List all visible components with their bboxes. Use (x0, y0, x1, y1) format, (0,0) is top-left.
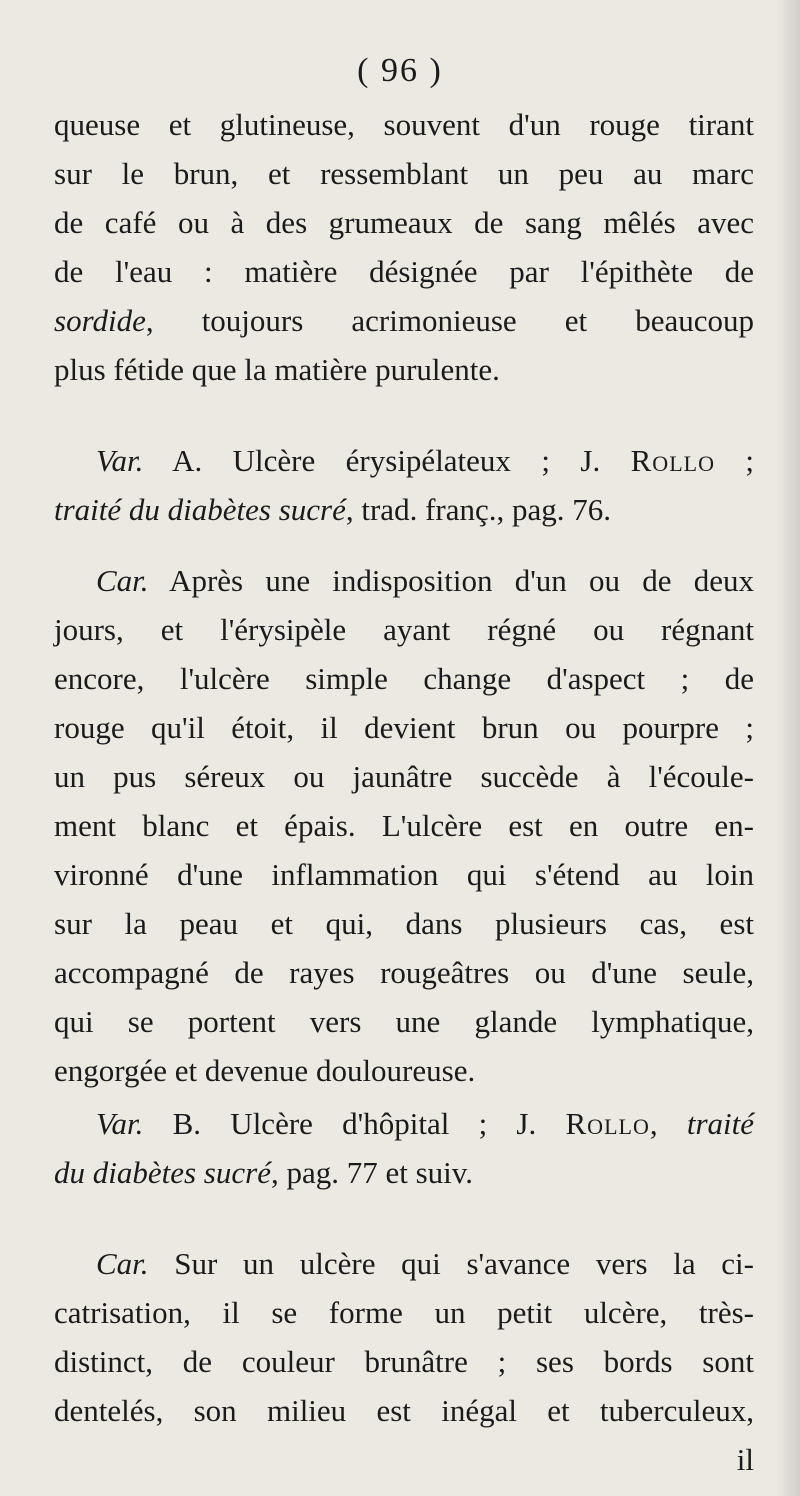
text-line: un pus séreux ou jaunâtre succède à l'écoule- (54, 759, 754, 794)
text-line: encore, l'ulcère simple change d'aspect ; de (54, 661, 754, 696)
author-name: Rollo (630, 443, 715, 478)
text-run: B. Ulcère d'hôpital ; J. (143, 1106, 566, 1141)
catchword: il (736, 1442, 754, 1477)
car-label: Car. (96, 563, 149, 598)
text-line: sur la peau et qui, dans plusieurs cas, est (54, 906, 754, 941)
text-run: A. Ulcère érysipélateux ; J. (143, 443, 631, 478)
text-run: , (649, 1106, 687, 1141)
text-line (54, 1148, 754, 1197)
page-number: ( 96 ) (357, 52, 443, 89)
text-line: jours, et l'érysipèle ayant régné ou régnant (54, 612, 754, 647)
text-line: ment blanc et épais. L'ulcère est en outre en- (54, 808, 754, 843)
text-line (54, 485, 754, 534)
text-run: ; (714, 443, 754, 478)
text-line: dentelés, son milieu est inégal et tuberculeux, (54, 1393, 754, 1428)
var-label: Var. (96, 443, 144, 478)
text-run: Sur un ulcère qui s'avance vers la ci- (148, 1246, 754, 1281)
book-title: traité du diabètes sucré (54, 492, 346, 527)
text-line (54, 296, 754, 345)
italic-term: sordide (54, 303, 146, 338)
text-line: sur le brun, et ressemblant un peu au marc (54, 156, 754, 191)
text-line: queuse et glutineuse, souvent d'un rouge tirant (54, 107, 754, 142)
text-line: engorgée et devenue douloureuse. (54, 1053, 476, 1088)
text-line: de café ou à des grumeaux de sang mêlés avec (54, 205, 754, 240)
book-title: traité (686, 1106, 755, 1141)
var-label: Var. (96, 1106, 144, 1141)
character-b-heading (54, 1239, 754, 1288)
author-name: Rollo (565, 1106, 650, 1141)
variety-b-heading (54, 1099, 754, 1148)
book-title: du diabètes sucré (54, 1155, 271, 1190)
text-line: qui se portent vers une glande lymphatique, (54, 1004, 754, 1039)
text-line: vironné d'une inflammation qui s'étend au loin (54, 857, 754, 892)
variety-a-heading (54, 436, 754, 485)
text-run: Après une indisposition d'un ou de deux (148, 563, 754, 598)
text-line: plus fétide que la matière purulente. (54, 352, 500, 387)
text-line: accompagné de rayes rougeâtres ou d'une seule, (54, 955, 754, 990)
text-run: , trad. franç., pag. 76. (345, 492, 611, 527)
text-run: , pag. 77 et suiv. (270, 1155, 474, 1190)
text-line: distinct, de couleur brunâtre ; ses bords sont (54, 1344, 754, 1379)
text-line: rouge qu'il étoit, il devient brun ou pourpre ; (54, 710, 754, 745)
character-a-heading (54, 556, 754, 605)
car-label: Car. (96, 1246, 149, 1281)
page-text (54, 100, 754, 1484)
text-line: catrisation, il se forme un petit ulcère, très- (54, 1295, 754, 1330)
text-line: de l'eau : matière désignée par l'épithète de (54, 254, 754, 289)
text-run: , toujours acrimonieuse et beaucoup (145, 303, 754, 338)
